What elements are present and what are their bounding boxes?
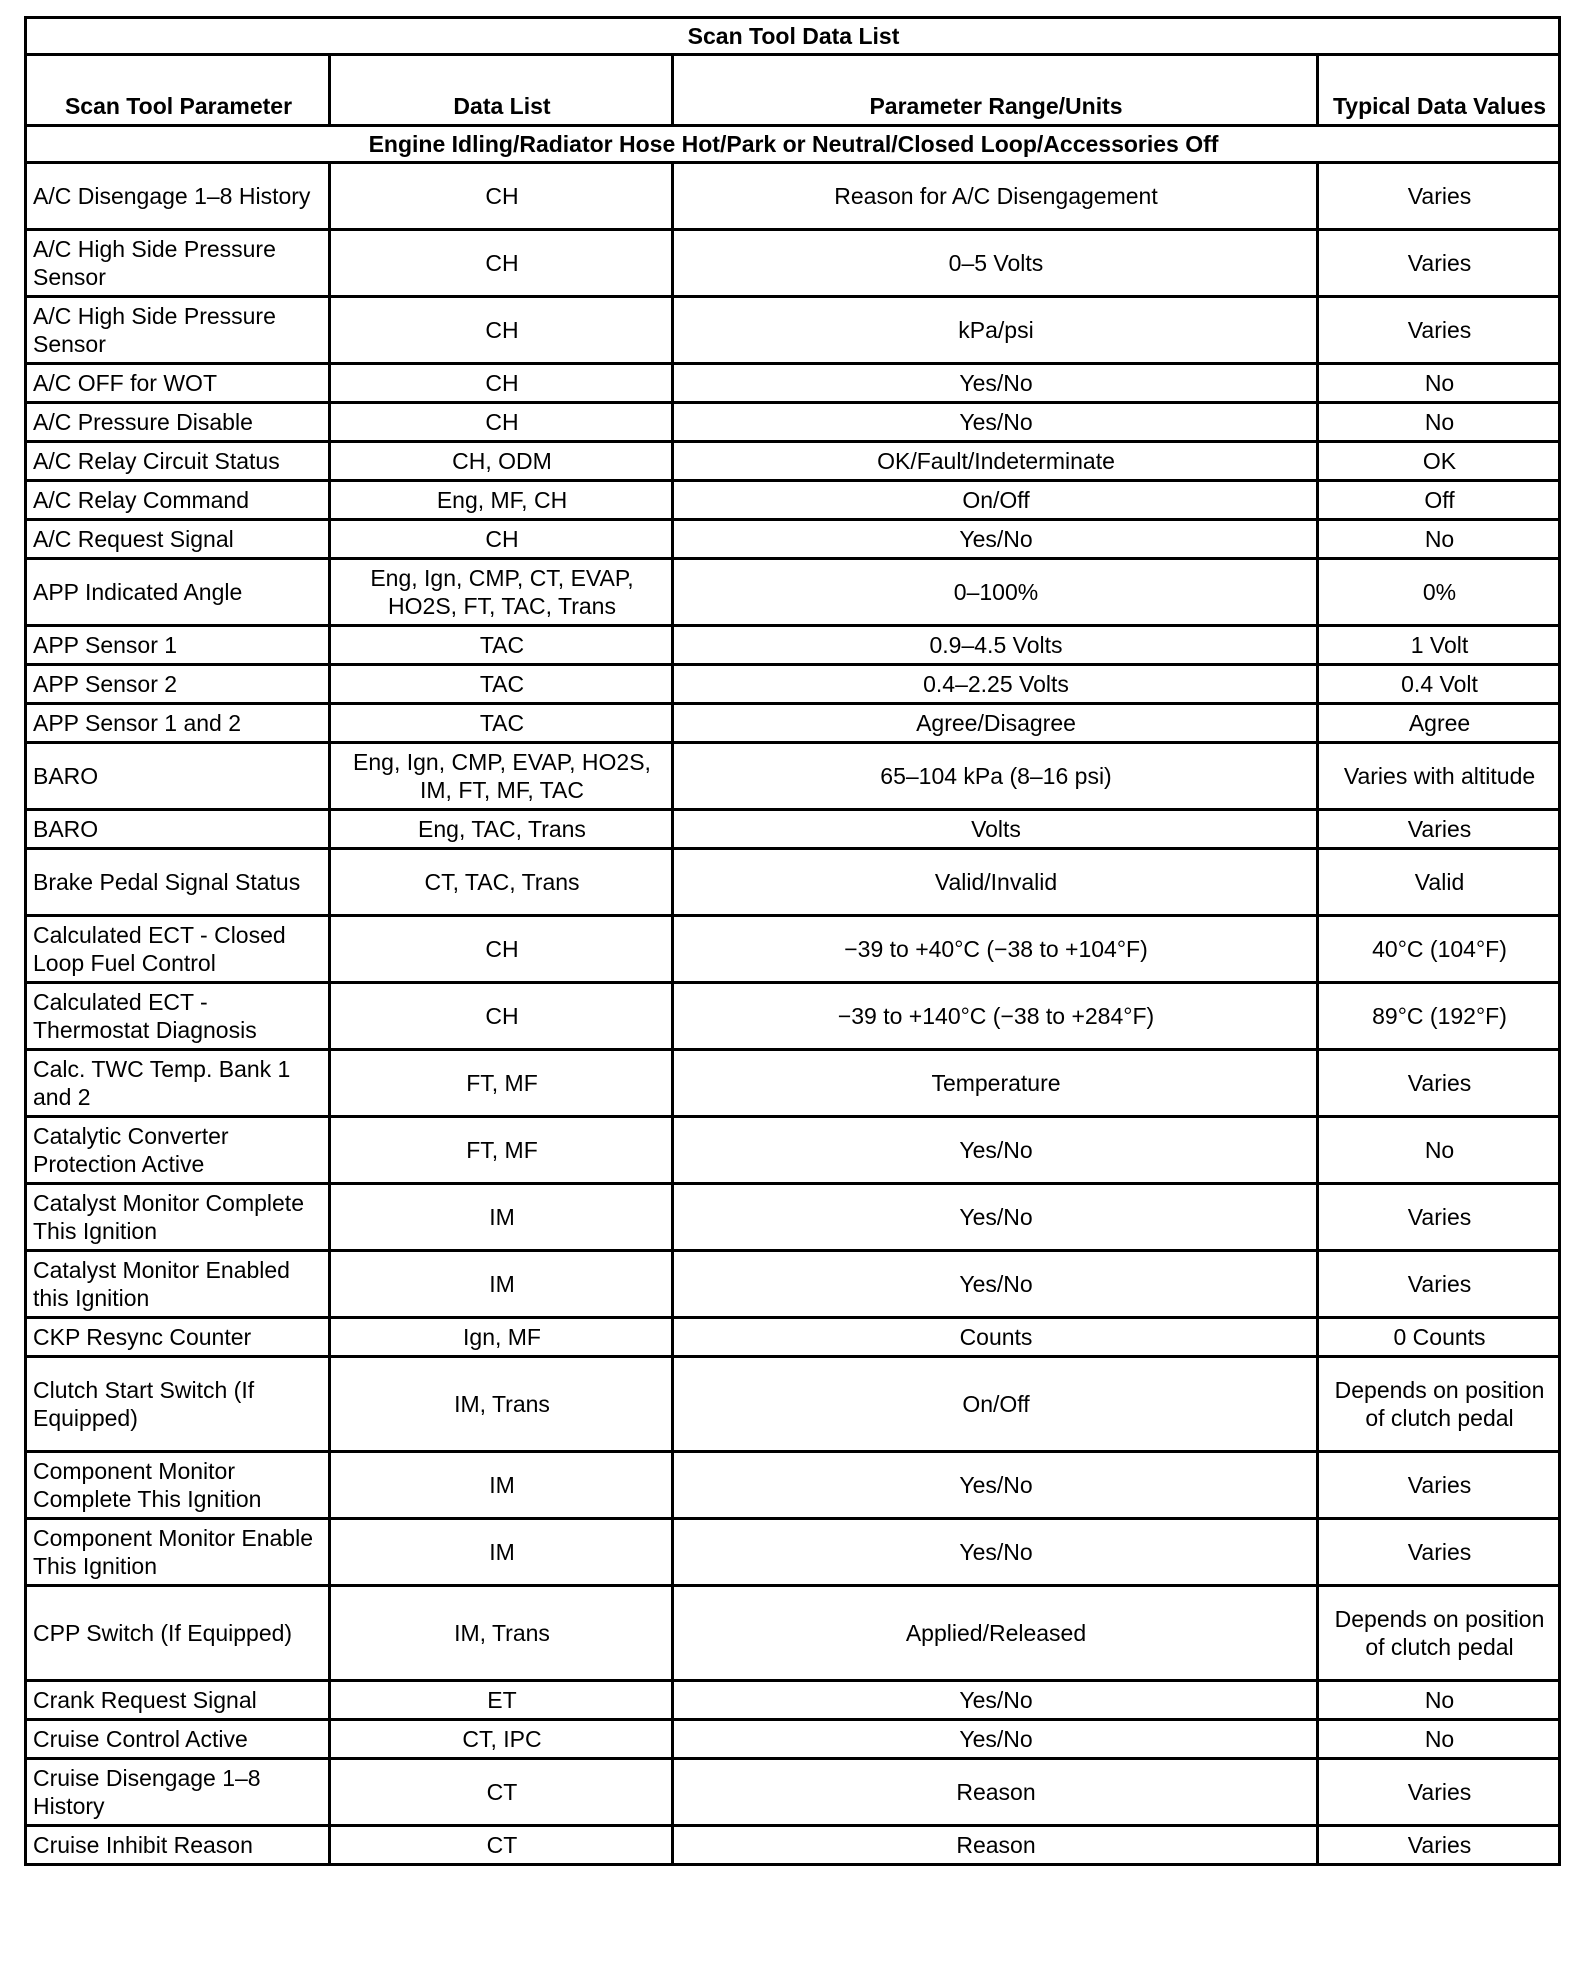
cell-data-list: Eng, Ign, CMP, EVAP, HO2S, IM, FT, MF, TAC	[330, 743, 673, 810]
cell-data-list: FT, MF	[330, 1050, 673, 1117]
cell-typical-value: No	[1318, 1117, 1560, 1184]
cell-parameter: Component Monitor Complete This Ignition	[26, 1452, 330, 1519]
cell-parameter: APP Indicated Angle	[26, 559, 330, 626]
cell-range-units: 65–104 kPa (8–16 psi)	[673, 743, 1318, 810]
table-row	[26, 1519, 1560, 1586]
cell-data-list: CH	[330, 916, 673, 983]
cell-typical-value: 0%	[1318, 559, 1560, 626]
cell-typical-value: Varies	[1318, 1759, 1560, 1826]
cell-typical-value: Varies	[1318, 1050, 1560, 1117]
cell-typical-value: Varies	[1318, 163, 1560, 230]
cell-parameter: Clutch Start Switch (If Equipped)	[26, 1357, 330, 1452]
cell-range-units: Agree/Disagree	[673, 704, 1318, 743]
cell-parameter: Brake Pedal Signal Status	[26, 849, 330, 916]
table-row	[26, 665, 1560, 704]
cell-range-units: OK/Fault/Indeterminate	[673, 442, 1318, 481]
cell-range-units: 0–5 Volts	[673, 230, 1318, 297]
cell-range-units: Yes/No	[673, 1117, 1318, 1184]
cell-data-list: FT, MF	[330, 1117, 673, 1184]
cell-typical-value: Varies	[1318, 1452, 1560, 1519]
cell-parameter: BARO	[26, 743, 330, 810]
cell-parameter: BARO	[26, 810, 330, 849]
table-row	[26, 810, 1560, 849]
table-row	[26, 230, 1560, 297]
cell-data-list: CH	[330, 403, 673, 442]
table-row	[26, 1117, 1560, 1184]
cell-range-units: Yes/No	[673, 520, 1318, 559]
cell-typical-value: Varies	[1318, 230, 1560, 297]
cell-parameter: A/C Request Signal	[26, 520, 330, 559]
cell-data-list: IM	[330, 1452, 673, 1519]
cell-data-list: TAC	[330, 665, 673, 704]
cell-parameter: Calculated ECT - Thermostat Diagnosis	[26, 983, 330, 1050]
table-row	[26, 403, 1560, 442]
table-row	[26, 1357, 1560, 1452]
cell-data-list: CH	[330, 983, 673, 1050]
cell-parameter: Catalyst Monitor Complete This Ignition	[26, 1184, 330, 1251]
cell-parameter: Catalytic Converter Protection Active	[26, 1117, 330, 1184]
cell-typical-value: Agree	[1318, 704, 1560, 743]
table-row	[26, 1050, 1560, 1117]
cell-data-list: CH	[330, 364, 673, 403]
cell-parameter: Cruise Disengage 1–8 History	[26, 1759, 330, 1826]
cell-parameter: CKP Resync Counter	[26, 1318, 330, 1357]
table-body	[26, 163, 1560, 1865]
cell-data-list: ET	[330, 1681, 673, 1720]
cell-data-list: Ign, MF	[330, 1318, 673, 1357]
table-row	[26, 704, 1560, 743]
table-row	[26, 743, 1560, 810]
table-row	[26, 364, 1560, 403]
cell-parameter: A/C High Side Pressure Sensor	[26, 230, 330, 297]
cell-typical-value: 1 Volt	[1318, 626, 1560, 665]
cell-parameter: A/C High Side Pressure Sensor	[26, 297, 330, 364]
cell-range-units: Yes/No	[673, 1720, 1318, 1759]
cell-typical-value: 0 Counts	[1318, 1318, 1560, 1357]
table-row	[26, 916, 1560, 983]
table-row	[26, 1184, 1560, 1251]
cell-typical-value: OK	[1318, 442, 1560, 481]
cell-typical-value: Varies	[1318, 1184, 1560, 1251]
cell-parameter: Component Monitor Enable This Ignition	[26, 1519, 330, 1586]
table-row	[26, 1720, 1560, 1759]
cell-data-list: CT, IPC	[330, 1720, 673, 1759]
cell-range-units: Yes/No	[673, 1681, 1318, 1720]
cell-range-units: Reason	[673, 1759, 1318, 1826]
cell-typical-value: No	[1318, 403, 1560, 442]
cell-range-units: Yes/No	[673, 403, 1318, 442]
cell-data-list: TAC	[330, 704, 673, 743]
cell-range-units: Applied/Released	[673, 1586, 1318, 1681]
cell-range-units: Yes/No	[673, 1452, 1318, 1519]
cell-data-list: IM	[330, 1184, 673, 1251]
cell-typical-value: Depends on position of clutch pedal	[1318, 1357, 1560, 1452]
table-row	[26, 1318, 1560, 1357]
cell-range-units: Valid/Invalid	[673, 849, 1318, 916]
cell-range-units: Yes/No	[673, 1519, 1318, 1586]
table-row	[26, 442, 1560, 481]
cell-parameter: Calc. TWC Temp. Bank 1 and 2	[26, 1050, 330, 1117]
cell-data-list: CH	[330, 163, 673, 230]
column-header-range-units: Parameter Range/Units	[673, 55, 1318, 126]
table-row	[26, 559, 1560, 626]
cell-range-units: On/Off	[673, 481, 1318, 520]
cell-data-list: CH	[330, 230, 673, 297]
cell-parameter: A/C OFF for WOT	[26, 364, 330, 403]
cell-parameter: Crank Request Signal	[26, 1681, 330, 1720]
cell-range-units: Yes/No	[673, 1184, 1318, 1251]
column-header-typical-values: Typical Data Values	[1318, 55, 1560, 126]
table-row	[26, 1759, 1560, 1826]
cell-typical-value: Depends on position of clutch pedal	[1318, 1586, 1560, 1681]
table-row	[26, 1681, 1560, 1720]
table-row	[26, 481, 1560, 520]
cell-typical-value: 40°C (104°F)	[1318, 916, 1560, 983]
cell-data-list: IM	[330, 1519, 673, 1586]
cell-range-units: Yes/No	[673, 364, 1318, 403]
table-row	[26, 1452, 1560, 1519]
cell-data-list: Eng, MF, CH	[330, 481, 673, 520]
cell-range-units: On/Off	[673, 1357, 1318, 1452]
cell-data-list: CH	[330, 297, 673, 364]
cell-range-units: Temperature	[673, 1050, 1318, 1117]
scan-tool-data-table	[24, 16, 1561, 1866]
cell-data-list: CH	[330, 520, 673, 559]
cell-data-list: CT, TAC, Trans	[330, 849, 673, 916]
cell-parameter: A/C Relay Circuit Status	[26, 442, 330, 481]
cell-typical-value: Varies	[1318, 297, 1560, 364]
cell-data-list: Eng, Ign, CMP, CT, EVAP, HO2S, FT, TAC, Trans	[330, 559, 673, 626]
cell-typical-value: No	[1318, 1720, 1560, 1759]
cell-typical-value: Varies	[1318, 1826, 1560, 1865]
cell-parameter: Calculated ECT - Closed Loop Fuel Control	[26, 916, 330, 983]
cell-parameter: A/C Disengage 1–8 History	[26, 163, 330, 230]
cell-parameter: Catalyst Monitor Enabled this Ignition	[26, 1251, 330, 1318]
cell-typical-value: Varies	[1318, 1251, 1560, 1318]
cell-range-units: Reason for A/C Disengagement	[673, 163, 1318, 230]
table-row	[26, 1826, 1560, 1865]
cell-range-units: 0–100%	[673, 559, 1318, 626]
table-row	[26, 520, 1560, 559]
cell-parameter: CPP Switch (If Equipped)	[26, 1586, 330, 1681]
cell-typical-value: Varies	[1318, 810, 1560, 849]
cell-typical-value: Varies with altitude	[1318, 743, 1560, 810]
cell-typical-value: Off	[1318, 481, 1560, 520]
table-row	[26, 163, 1560, 230]
cell-range-units: Yes/No	[673, 1251, 1318, 1318]
cell-typical-value: No	[1318, 364, 1560, 403]
cell-typical-value: Valid	[1318, 849, 1560, 916]
cell-parameter: APP Sensor 2	[26, 665, 330, 704]
table-row	[26, 1251, 1560, 1318]
section-header: Engine Idling/Radiator Hose Hot/Park or Neutral/Closed Loop/Accessories Off	[26, 126, 1560, 163]
cell-typical-value: No	[1318, 520, 1560, 559]
cell-parameter: Cruise Control Active	[26, 1720, 330, 1759]
cell-data-list: Eng, TAC, Trans	[330, 810, 673, 849]
cell-typical-value: Varies	[1318, 1519, 1560, 1586]
table-row	[26, 626, 1560, 665]
cell-data-list: CT	[330, 1826, 673, 1865]
table-title: Scan Tool Data List	[26, 18, 1560, 55]
scan-tool-data-document	[24, 16, 1558, 1866]
column-header-data-list: Data List	[330, 55, 673, 126]
cell-range-units: kPa/psi	[673, 297, 1318, 364]
cell-data-list: CH, ODM	[330, 442, 673, 481]
cell-data-list: CT	[330, 1759, 673, 1826]
cell-range-units: 0.4–2.25 Volts	[673, 665, 1318, 704]
cell-typical-value: 0.4 Volt	[1318, 665, 1560, 704]
table-row	[26, 297, 1560, 364]
cell-data-list: IM	[330, 1251, 673, 1318]
cell-parameter: APP Sensor 1 and 2	[26, 704, 330, 743]
cell-parameter: APP Sensor 1	[26, 626, 330, 665]
column-header-parameter: Scan Tool Parameter	[26, 55, 330, 126]
cell-typical-value: No	[1318, 1681, 1560, 1720]
cell-parameter: Cruise Inhibit Reason	[26, 1826, 330, 1865]
cell-data-list: TAC	[330, 626, 673, 665]
cell-data-list: IM, Trans	[330, 1586, 673, 1681]
table-row	[26, 849, 1560, 916]
section-header-row	[26, 126, 1560, 163]
cell-parameter: A/C Pressure Disable	[26, 403, 330, 442]
cell-range-units: Reason	[673, 1826, 1318, 1865]
cell-range-units: Counts	[673, 1318, 1318, 1357]
cell-range-units: −39 to +40°C (−38 to +104°F)	[673, 916, 1318, 983]
table-row	[26, 1586, 1560, 1681]
column-header-row	[26, 55, 1560, 126]
cell-range-units: 0.9–4.5 Volts	[673, 626, 1318, 665]
table-title-row	[26, 18, 1560, 55]
table-row	[26, 983, 1560, 1050]
cell-data-list: IM, Trans	[330, 1357, 673, 1452]
cell-parameter: A/C Relay Command	[26, 481, 330, 520]
cell-typical-value: 89°C (192°F)	[1318, 983, 1560, 1050]
cell-range-units: −39 to +140°C (−38 to +284°F)	[673, 983, 1318, 1050]
cell-range-units: Volts	[673, 810, 1318, 849]
